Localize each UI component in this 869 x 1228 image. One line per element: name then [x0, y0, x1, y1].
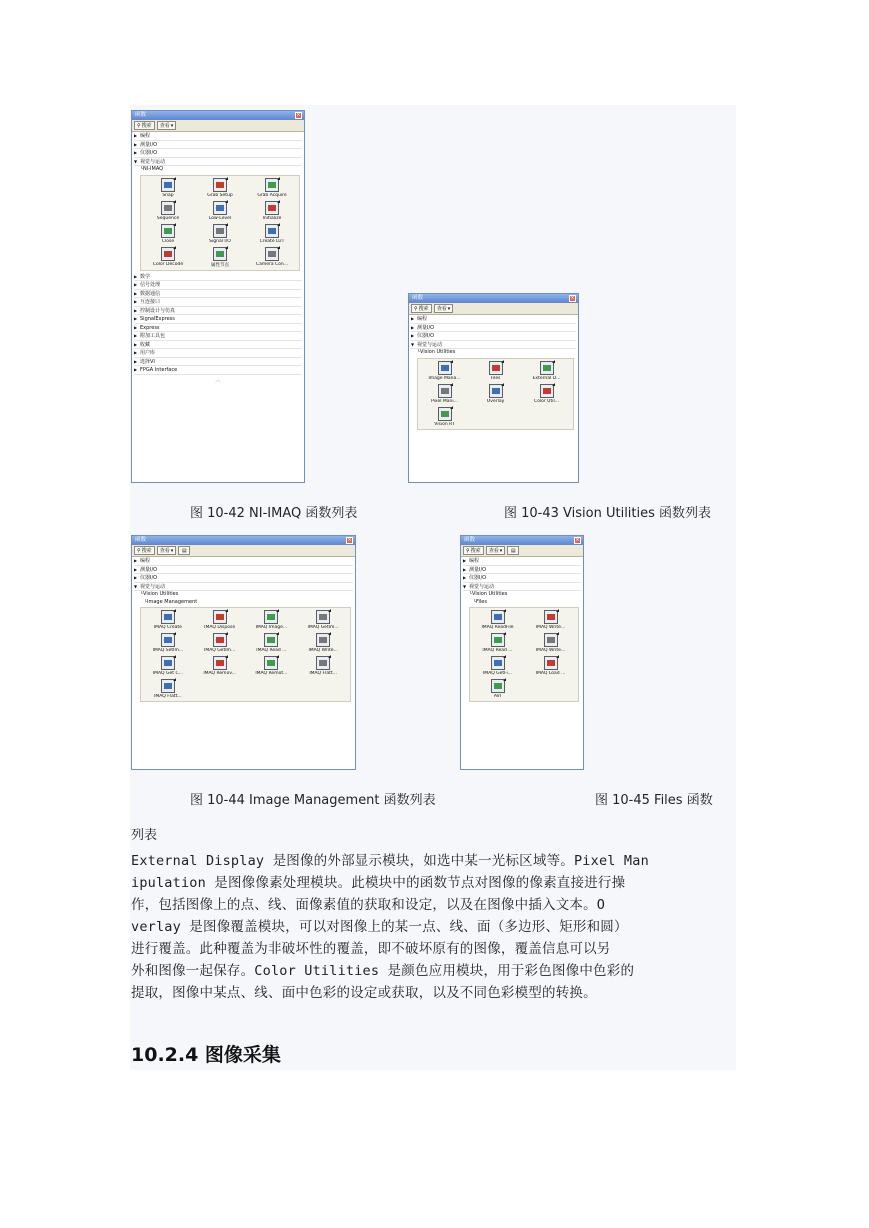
path-label: Vision Utilities	[420, 349, 456, 355]
tree-item[interactable]	[411, 332, 576, 341]
palette-function[interactable]	[471, 633, 524, 653]
function-label: IMAQ Load ...	[535, 671, 566, 676]
path-label: Files	[476, 598, 487, 605]
expanded-arrow-icon: ▼	[411, 341, 415, 347]
function-label: External D...	[532, 375, 561, 381]
palette-function[interactable]	[246, 224, 298, 244]
tree-item-label: 测量I/O	[140, 141, 158, 148]
palette-function[interactable]	[524, 633, 577, 653]
tree-item-label: 测量I/O	[417, 324, 435, 331]
view-label: 查看	[436, 305, 447, 312]
tree-path: └Vision Utilities	[469, 591, 508, 597]
tree-item-label: 附加工具包	[140, 333, 166, 339]
window-title: 函数	[412, 295, 424, 301]
tree-item[interactable]	[134, 557, 353, 566]
search-icon: ⚲	[137, 122, 141, 129]
function-label: Pixel Mani...	[431, 398, 458, 404]
tree-item-label: 控制设计与仿真	[140, 307, 176, 314]
tree-item-label: 仪器I/O	[140, 150, 158, 156]
path-label: Vision Utilities	[472, 591, 508, 597]
palette-function[interactable]	[297, 656, 349, 676]
palette-function[interactable]	[470, 384, 521, 404]
function-vi-icon	[265, 247, 279, 261]
collapsed-arrow-icon: ▶	[134, 350, 138, 355]
paragraph-line: 进行覆盖。此种覆盖为非破坏性的覆盖，即不破坏原有的图像，覆盖信息可以另	[131, 941, 611, 957]
tree-path-sub: └Files	[473, 598, 487, 605]
window-titlebar	[132, 111, 304, 120]
tree-item[interactable]	[463, 574, 581, 583]
tree-item-label: 收藏	[140, 341, 151, 348]
palette-function[interactable]	[419, 407, 470, 427]
palette-tree	[409, 315, 578, 430]
search-label: 搜索	[470, 547, 481, 554]
collapsed-arrow-icon: ▶	[134, 316, 138, 321]
tree-item[interactable]	[134, 332, 302, 341]
close-icon[interactable]: ×	[347, 537, 352, 543]
function-vi-icon	[213, 656, 227, 670]
function-vi-icon	[161, 679, 175, 693]
tree-item[interactable]	[134, 349, 302, 358]
palette-function[interactable]	[194, 656, 246, 676]
tree-item[interactable]	[134, 290, 302, 299]
collapsed-arrow-icon: ▶	[134, 273, 138, 279]
function-label: Close	[161, 238, 175, 244]
tree-item-label: 互连接口	[140, 299, 161, 305]
view-button[interactable]	[157, 546, 177, 555]
function-vi-icon	[213, 178, 227, 192]
function-label: Sequence	[156, 215, 180, 221]
expanded-arrow-icon: ▼	[134, 583, 138, 589]
collapsed-arrow-icon: ▶	[134, 358, 138, 364]
function-label: IMAQ ReadFile	[481, 625, 514, 630]
search-icon: ⚲	[466, 547, 470, 554]
tree-item[interactable]	[134, 281, 302, 290]
function-label: IMAQ Create	[153, 625, 182, 630]
tree-item-label: 数据通信	[140, 290, 161, 297]
palette-toolbar	[132, 545, 355, 557]
function-vi-icon	[265, 178, 279, 192]
collapsed-arrow-icon: ▶	[134, 299, 138, 304]
function-vi-icon	[161, 224, 175, 238]
window-titlebar	[409, 294, 578, 303]
palette-tree	[132, 557, 355, 702]
function-label: Image Mana...	[428, 375, 461, 381]
collapsed-arrow-icon: ▶	[463, 575, 467, 580]
collapsed-arrow-icon: ▶	[411, 316, 415, 321]
search-label: 搜索	[141, 122, 152, 129]
icon-grid	[417, 358, 574, 430]
paragraph-line: 提取，图像中某点、线、面中色彩的设定或获取，以及不同色彩模型的转换。	[131, 985, 597, 1001]
palette-function[interactable]	[142, 178, 194, 198]
palette-function[interactable]	[470, 361, 521, 381]
tree-item-label: 数学	[140, 273, 151, 280]
function-vi-icon	[540, 361, 554, 375]
function-label: Create LUT	[259, 238, 285, 244]
tree-item[interactable]	[134, 566, 353, 575]
palette-function[interactable]	[419, 361, 470, 381]
tree-item[interactable]	[134, 324, 302, 333]
function-vi-icon	[544, 633, 558, 647]
palette-function[interactable]	[142, 201, 194, 221]
tree-item[interactable]	[134, 366, 302, 375]
tree-item-label: 视觉与运动	[469, 583, 495, 590]
function-label: Color Util...	[533, 398, 560, 404]
palette-function[interactable]	[142, 656, 194, 676]
function-vi-icon	[264, 633, 278, 647]
tree-path-sub: └Image Management	[144, 598, 198, 605]
palette-function[interactable]	[471, 679, 524, 699]
tree-item-label: 仪器I/O	[469, 575, 487, 581]
palette-function[interactable]	[471, 610, 524, 630]
palette-function[interactable]	[297, 610, 349, 630]
function-label: Snap	[162, 192, 174, 198]
function-vi-icon	[161, 610, 175, 624]
tree-item-label: Express	[140, 324, 160, 331]
function-label: IMAQ Get C...	[152, 671, 183, 676]
search-button[interactable]	[411, 304, 432, 313]
collapsed-arrow-icon: ▶	[134, 575, 138, 580]
tree-item-expanded[interactable]	[463, 583, 581, 592]
function-vi-icon	[161, 633, 175, 647]
expanded-arrow-icon: ▼	[134, 158, 138, 164]
palette-function[interactable]	[297, 633, 349, 653]
palette-function[interactable]	[142, 610, 194, 630]
function-vi-icon	[161, 247, 175, 261]
function-vi-icon	[213, 247, 227, 261]
tree-item-label: 编程	[140, 558, 151, 564]
view-label: 查看	[159, 122, 170, 129]
function-vi-icon	[213, 633, 227, 647]
tree-item-label: 编程	[469, 558, 480, 564]
function-vi-icon	[316, 610, 330, 624]
search-button[interactable]	[134, 121, 155, 130]
figure-caption-10-43: 图 10-43 Vision Utilities 函数列表	[504, 506, 712, 521]
chevron-down-icon: ▾	[447, 305, 451, 312]
function-label: IMAQ GetIm...	[204, 648, 236, 653]
collapsed-arrow-icon: ▶	[463, 566, 467, 572]
collapsed-arrow-icon: ▶	[134, 133, 138, 138]
paragraph-line: External Display 是图像的外部显示模块，如选中某一光标区域等。Pixel Man	[131, 853, 649, 869]
function-label: IMAQ SetIm...	[152, 648, 184, 653]
function-vi-icon	[540, 384, 554, 398]
tree-item[interactable]	[134, 315, 302, 324]
tree-item-label: 测量I/O	[140, 566, 158, 573]
tree-item[interactable]	[134, 132, 302, 141]
palette-function[interactable]	[524, 610, 577, 630]
function-vi-icon	[491, 656, 505, 670]
collapsed-arrow-icon: ▶	[134, 282, 138, 287]
function-label: IMAQ Dispose	[204, 625, 236, 630]
palette-tree	[461, 557, 583, 702]
function-label: AVI	[493, 694, 502, 699]
search-label: 搜索	[141, 547, 152, 554]
tree-item-label: 测量I/O	[469, 566, 487, 573]
collapsed-arrow-icon: ▶	[134, 290, 138, 296]
function-label: 属性节点	[211, 262, 229, 268]
function-label: Grab Setup	[207, 192, 233, 198]
function-label: IMAQ Write...	[308, 648, 338, 653]
path-label: Vision Utilities	[143, 591, 179, 597]
scroll-up-icon[interactable]: ︿	[214, 376, 221, 384]
function-vi-icon	[213, 201, 227, 215]
function-vi-icon	[265, 224, 279, 238]
tree-item-label: 选择VI	[140, 358, 155, 365]
palette-function[interactable]	[246, 610, 298, 630]
function-label: Low-Level	[208, 215, 232, 221]
palette-function[interactable]	[142, 247, 194, 268]
collapsed-arrow-icon: ▶	[134, 307, 138, 313]
window-titlebar	[132, 536, 355, 545]
function-label: IMAQ GetFi...	[482, 671, 512, 676]
tree-item[interactable]	[463, 566, 581, 575]
function-label: IMAQ Flatt...	[154, 694, 182, 699]
palette-function[interactable]	[521, 384, 572, 404]
palette-function[interactable]	[194, 247, 246, 268]
tree-item[interactable]	[134, 358, 302, 367]
tree-item[interactable]	[134, 149, 302, 158]
functions-palette-files	[460, 535, 584, 770]
function-label: Vision RT	[434, 421, 455, 427]
palette-function[interactable]	[142, 679, 194, 699]
palette-function[interactable]	[419, 384, 470, 404]
palette-function[interactable]	[246, 201, 298, 221]
function-label: IMAQ Read ...	[256, 648, 287, 653]
view-label: 查看	[159, 547, 170, 554]
function-vi-icon	[161, 201, 175, 215]
function-vi-icon	[264, 656, 278, 670]
collapsed-arrow-icon: ▶	[134, 341, 138, 347]
expanded-arrow-icon: ▼	[463, 583, 467, 589]
window-titlebar	[461, 536, 583, 545]
tree-path: └NI-IMAQ	[140, 166, 164, 172]
palette-options-icon[interactable]: ▤	[507, 546, 519, 555]
palette-function[interactable]	[246, 633, 298, 653]
functions-palette-vision-utilities	[408, 293, 579, 483]
function-vi-icon	[316, 656, 330, 670]
window-title: 函数	[464, 537, 476, 543]
tree-item[interactable]	[134, 341, 302, 350]
tree-item-expanded[interactable]	[134, 158, 302, 167]
tree-item[interactable]	[134, 307, 302, 316]
figure-caption-10-45-wrap: 列表	[131, 828, 158, 843]
search-label: 搜索	[418, 305, 429, 312]
window-title: 函数	[135, 537, 147, 543]
collapsed-arrow-icon: ▶	[463, 558, 467, 563]
function-vi-icon	[265, 201, 279, 215]
close-icon[interactable]: ×	[575, 537, 580, 543]
collapsed-arrow-icon: ▶	[134, 367, 138, 372]
palette-function[interactable]	[521, 361, 572, 381]
section-heading: 10.2.4 图像采集	[131, 1044, 281, 1066]
palette-function[interactable]	[246, 656, 298, 676]
collapsed-arrow-icon: ▶	[134, 150, 138, 155]
tree-item-label: 视觉与运动	[140, 158, 166, 165]
function-vi-icon	[161, 656, 175, 670]
function-vi-icon	[438, 384, 452, 398]
search-button[interactable]	[134, 546, 155, 555]
function-vi-icon	[264, 610, 278, 624]
figure-caption-10-44: 图 10-44 Image Management 函数列表	[190, 793, 436, 808]
function-label: IMAQ GetIm...	[307, 625, 339, 630]
tree-item[interactable]	[411, 315, 576, 324]
functions-palette-ni-imaq	[131, 110, 305, 483]
collapsed-arrow-icon: ▶	[134, 566, 138, 572]
palette-function[interactable]	[194, 633, 246, 653]
view-button[interactable]	[157, 121, 177, 130]
tree-item[interactable]	[134, 273, 302, 282]
palette-function[interactable]	[471, 656, 524, 676]
tree-item-label: 视觉与运动	[417, 341, 443, 348]
function-vi-icon	[438, 407, 452, 421]
palette-toolbar	[132, 120, 304, 132]
body-paragraph	[131, 850, 736, 1004]
tree-item-label: SignalExpress	[140, 316, 175, 322]
path-label: NI-IMAQ	[143, 166, 164, 172]
paragraph-line: 外和图像一起保存。Color Utilities 是颜色应用模块，用于彩色图像中色彩的	[131, 963, 635, 979]
tree-item-label: 仪器I/O	[417, 333, 435, 339]
tree-item-label: 仪器I/O	[140, 575, 158, 581]
functions-palette-image-management	[131, 535, 356, 770]
function-vi-icon	[213, 224, 227, 238]
palette-function[interactable]	[194, 224, 246, 244]
collapsed-arrow-icon: ▶	[134, 333, 138, 338]
function-vi-icon	[491, 633, 505, 647]
function-label: Signal I/O	[209, 238, 231, 244]
function-label: IMAQ Write...	[535, 648, 566, 653]
palette-function[interactable]	[246, 247, 298, 268]
function-vi-icon	[489, 361, 503, 375]
collapsed-arrow-icon: ▶	[134, 324, 138, 330]
palette-toolbar	[409, 303, 578, 315]
tree-item-label: 编程	[417, 316, 428, 322]
function-label: IMAQ Remot...	[255, 671, 288, 676]
palette-function[interactable]	[194, 178, 246, 198]
function-label: IMAQ Remov...	[203, 671, 236, 676]
icon-grid	[469, 607, 579, 702]
function-label: Color Decode	[152, 261, 184, 267]
tree-path: └Vision Utilities	[140, 591, 179, 597]
path-label: Image Management	[147, 598, 198, 605]
view-button[interactable]	[434, 304, 454, 313]
search-icon: ⚲	[414, 305, 418, 312]
chevron-down-icon: ▾	[170, 547, 174, 554]
function-label: IMAQ Read ...	[482, 648, 513, 653]
function-label: IMAQ Flatt...	[309, 671, 337, 676]
collapsed-arrow-icon: ▶	[134, 558, 138, 563]
chevron-down-icon: ▾	[499, 547, 503, 554]
tree-item-label: 视觉与运动	[140, 583, 166, 590]
figure-caption-10-42: 图 10-42 NI-IMAQ 函数列表	[190, 506, 358, 521]
tree-path: └Vision Utilities	[417, 349, 456, 355]
icon-grid	[140, 175, 300, 271]
tree-item-expanded[interactable]	[411, 341, 576, 350]
function-label: Camera Con...	[255, 261, 289, 267]
view-button[interactable]	[486, 546, 506, 555]
palette-function[interactable]	[524, 656, 577, 676]
tree-item[interactable]	[411, 324, 576, 333]
tree-item[interactable]	[134, 141, 302, 150]
function-vi-icon	[438, 361, 452, 375]
function-vi-icon	[489, 384, 503, 398]
palette-toolbar	[461, 545, 583, 557]
paragraph-line: verlay 是图像覆盖模块，可以对图像上的某一点、线、面（多边形、矩形和圆）	[131, 919, 628, 935]
tree-item-expanded[interactable]	[134, 583, 353, 592]
function-label: IMAQ Image...	[255, 625, 288, 630]
function-label: Overlay	[486, 398, 505, 404]
collapsed-arrow-icon: ▶	[411, 324, 415, 330]
window-title: 函数	[135, 112, 147, 118]
function-vi-icon	[213, 610, 227, 624]
chevron-down-icon: ▾	[170, 122, 174, 129]
search-icon: ⚲	[137, 547, 141, 554]
tree-item-label: 编程	[140, 133, 151, 139]
close-icon[interactable]: ×	[570, 295, 575, 301]
palette-function[interactable]	[246, 178, 298, 198]
collapsed-arrow-icon: ▶	[411, 333, 415, 338]
palette-function[interactable]	[194, 201, 246, 221]
close-icon[interactable]: ×	[296, 112, 301, 118]
tree-item-label: 用户库	[140, 350, 156, 356]
figure-caption-10-45: 图 10-45 Files 函数	[595, 793, 713, 808]
paragraph-line: ipulation 是图像像素处理模块。此模块中的函数节点对图像的像素直接进行操	[131, 875, 626, 891]
search-button[interactable]	[463, 546, 484, 555]
paragraph-line: 作，包括图像上的点、线、面像素值的获取和设定，以及在图像中插入文本。O	[131, 897, 606, 913]
function-vi-icon	[316, 633, 330, 647]
palette-function[interactable]	[142, 633, 194, 653]
palette-function[interactable]	[194, 610, 246, 630]
function-label: IMAQ Write...	[535, 625, 566, 630]
palette-tree	[132, 132, 304, 384]
collapsed-arrow-icon: ▶	[134, 141, 138, 147]
icon-grid	[140, 607, 351, 702]
function-label: Initialize	[262, 215, 282, 221]
palette-options-icon[interactable]: ▤	[178, 546, 190, 555]
function-vi-icon	[161, 178, 175, 192]
tree-item-label: FPGA Interface	[140, 367, 178, 373]
tree-item[interactable]	[134, 298, 302, 307]
tree-item[interactable]	[463, 557, 581, 566]
function-vi-icon	[491, 679, 505, 693]
tree-item[interactable]	[134, 574, 353, 583]
palette-function[interactable]	[142, 224, 194, 244]
function-vi-icon	[544, 656, 558, 670]
function-label: Files	[490, 375, 501, 381]
function-vi-icon	[491, 610, 505, 624]
view-label: 查看	[488, 547, 499, 554]
tree-item-label: 信号处理	[140, 282, 161, 288]
function-label: Grab Acquire	[257, 192, 287, 198]
function-vi-icon	[544, 610, 558, 624]
